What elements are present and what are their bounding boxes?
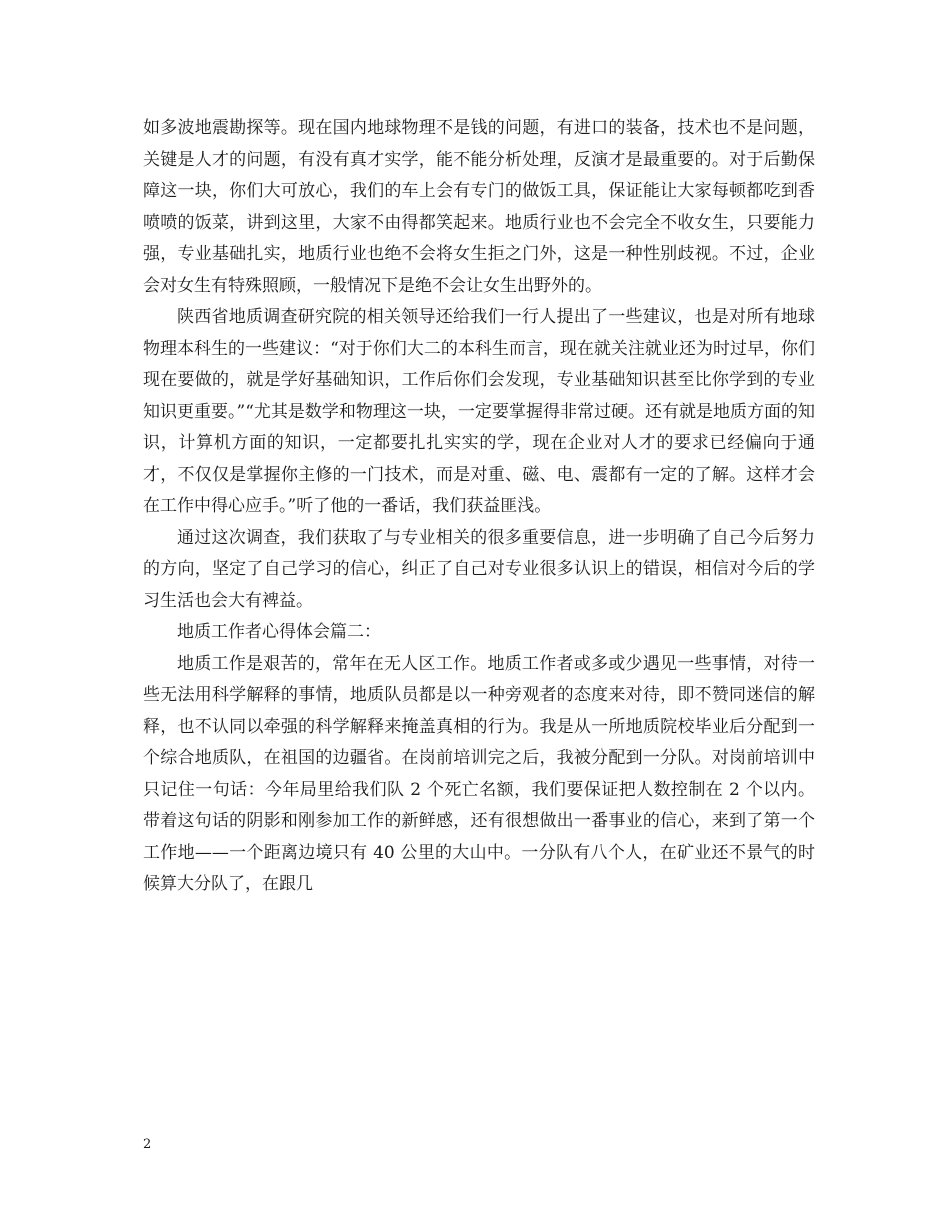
paragraph-2: 陕西省地质调查研究院的相关领导还给我们一行人提出了一些建议，也是对所有地球物理本科生的一些建议：“对于你们大二的本科生而言，现在就关注就业还为时过早，你们现在要做的，就是学好基础知识，工作后你们会发现，专业基础知识甚至比你学到的专业知识更重要。”“尤其是数学和物理这一块，一定要掌握得非常过硬。还有就是地质方面的知识，计算机方面的知识，一定都要扎扎实实的学，现在企业对人才的要求已经偏向于通才，不仅仅是掌握你主修的一门技术，而是对重、磁、电、震都有一定的了解。这样才会在工作中得心应手。”听了他的一番话，我们获益匪浅。 [143, 307, 815, 516]
page-number: 2 [143, 1137, 152, 1152]
paragraph-3: 通过这次调查，我们获取了与专业相关的很多重要信息，进一步明确了自己今后努力的方向，坚定了自己学习的信心，纠正了自己对专业很多认识上的错误，相信对今后的学习生活也会大有裨益。 [143, 527, 815, 611]
body-text [143, 113, 815, 901]
paragraph-1: 如多波地震勘探等。现在国内地球物理不是钱的问题，有进口的装备，技术也不是问题，关键是人才的问题，有没有真才实学，能不能分析处理，反演才是最重要的。对于后勤保障这一块，你们大可放心，我们的车上会有专门的做饭工具，保证能让大家每顿都吃到香喷喷的饭菜，讲到这里，大家不由得都笑起来。地质行业也不会完全不收女生，只要能力强，专业基础扎实，地质行业也绝不会将女生拒之门外，这是一种性别歧视。不过，企业会对女生有特殊照顾，一般情况下是绝不会让女生出野外的。 [143, 118, 815, 296]
paragraph-4: 地质工作是艰苦的，常年在无人区工作。地质工作者或多或少遇见一些事情，对待一些无法用科学解释的事情，地质队员都是以一种旁观者的态度来对待，即不赞同迷信的解释，也不认同以牵强的科学解释来掩盖真相的行为。我是从一所地质院校毕业后分配到一个综合地质队，在祖国的边疆省。在岗前培训完之后，我被分配到一分队。对岗前培训中只记住一句话：今年局里给我们队 2 个死亡名额，我们要保证把人数控制在 2 个以内。带着这句话的阴影和刚参加工作的新鲜感，还有很想做出一番事业的信心，来到了第一个工作地——一个距离边境只有 40 公里的大山中。一分队有八个人，在矿业还不景气的时候算大分队了，在跟几 [143, 653, 815, 894]
section-heading: 地质工作者心得体会篇二： [177, 622, 381, 642]
